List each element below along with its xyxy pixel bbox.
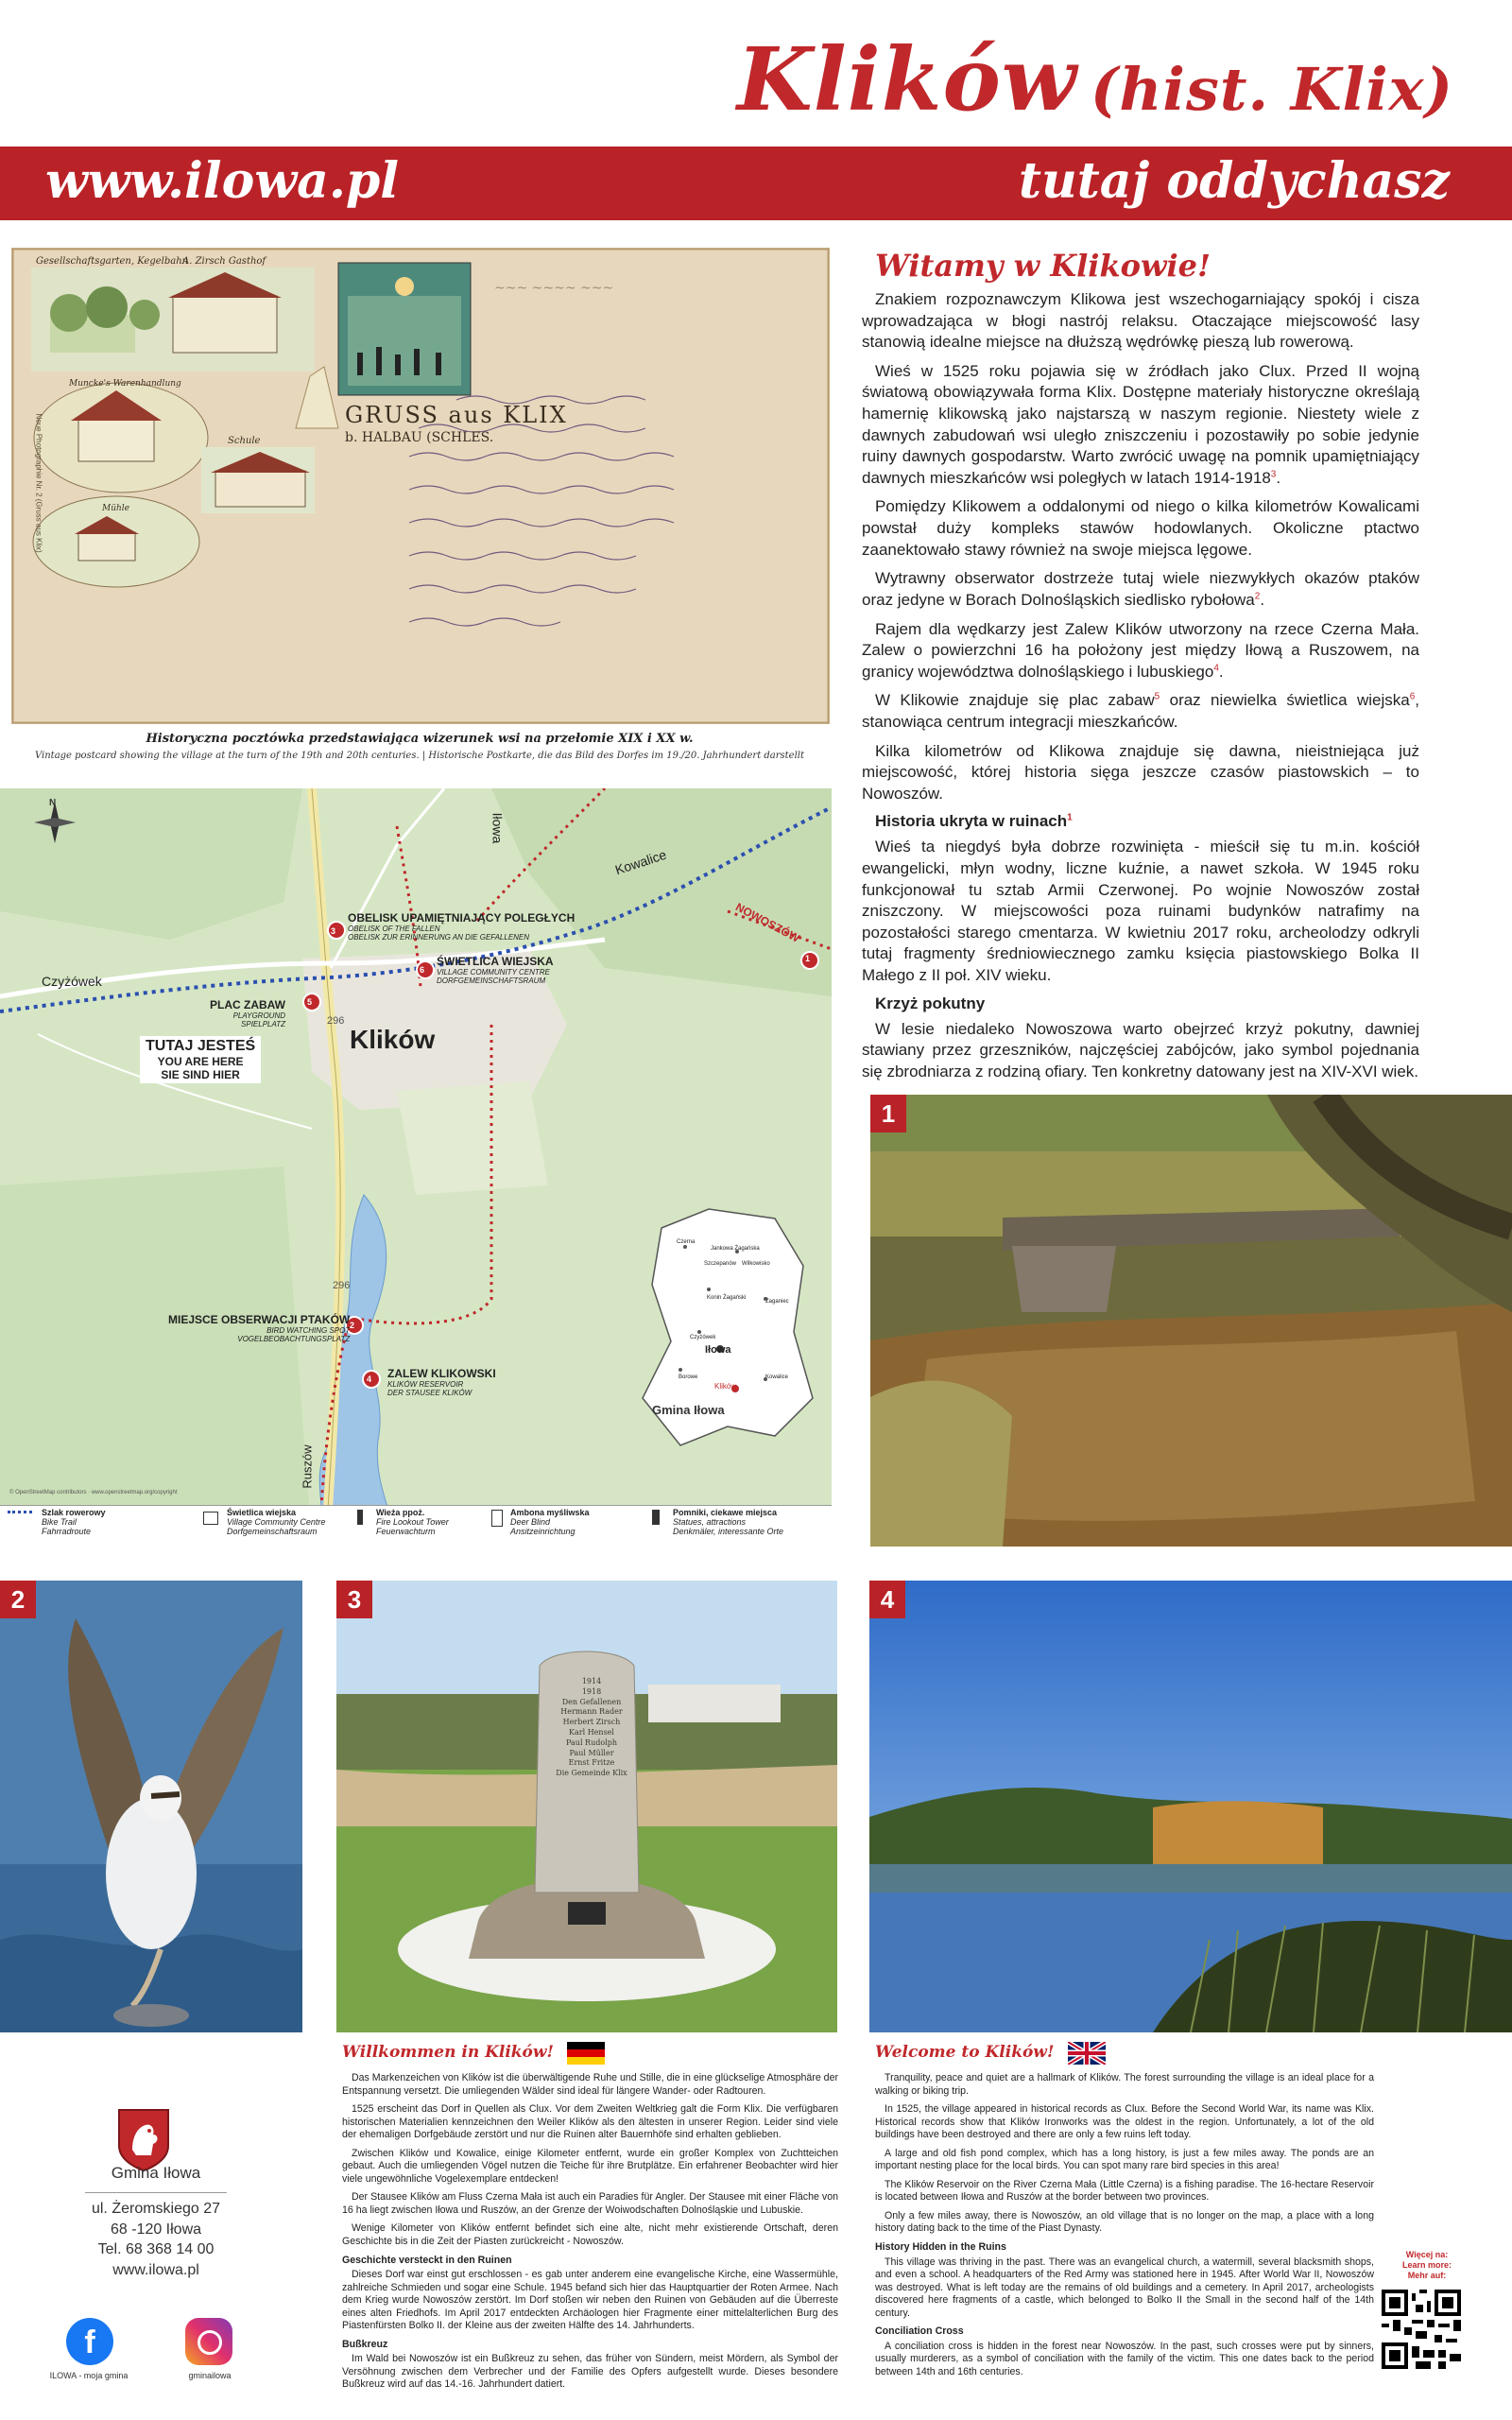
intro-paragraph — [862, 690, 1419, 733]
inscription-line: Herbert Zirsch — [562, 1718, 621, 1727]
legend-house-icon — [203, 1512, 218, 1525]
german-paragraph: 1525 erscheint das Dorf in Quellen als Clux. Vor dem Zweiten Weltkrieg galt die Form Klix. Die verfügbaren historischen Materialien kennzeichnen den Weiler Klików als den ältesten in unserer Region. Leider sind viele der ehemaligen Dorfgebäude zerstört und nur die Ruinen alter Bauernhöfe sind erhalten geblieben. — [342, 2103, 838, 2141]
german-paragraph: Im Wald bei Nowoszów ist ein Bußkreuz zu sehen, das früher von Sündern, meist Mördern, als Symbol der Versöhnung zwischen dem Verbrecher und der Familie des Opfers aufgestellt wurde. Dieses besondere Bußkreuz wird auf das 14.-16. Jahrhundert datiert. — [342, 2353, 838, 2391]
inscription-line: Paul Rudolph — [566, 1737, 617, 1747]
legend-label-en: Bike Trail — [42, 1517, 77, 1527]
site-url[interactable]: www.ilowa.pl — [45, 152, 400, 210]
inset-klikow: Klików — [714, 1382, 737, 1391]
poi-playground-en: PLAYGROUND — [232, 1011, 285, 1020]
german-heading — [342, 2042, 605, 2065]
header-banner — [0, 147, 1512, 220]
poi-bird-watching-en: BIRD WATCHING SPOT — [266, 1326, 351, 1335]
legend-label-de: Feuerwachturm — [376, 1527, 436, 1536]
photo-bridge — [870, 1095, 1512, 1547]
german-paragraph: Der Stausee Klików am Fluss Czerna Mała ist auch ein Paradies für Angler. Der Stausee mit einer Fläche von 16 ha liegt zwischen Iłowa und Ruszów, an der Grenze der Woiwodschaften Dolnośląskie und Lubuskie. — [342, 2191, 838, 2216]
obelisk-inscription — [549, 1677, 634, 1779]
legend-label-de: Dorfgemeinschaftsraum — [227, 1527, 318, 1536]
map-marker-5: 5 — [307, 997, 313, 1007]
tagline: tutaj oddychasz — [1018, 152, 1450, 210]
poi-community-centre[interactable] — [437, 955, 554, 985]
gmina-name: Gmina Iłowa — [111, 2164, 201, 2182]
inset-town: Konin Żagański — [707, 1295, 747, 1301]
map-marker-1: 1 — [805, 954, 811, 963]
intro-paragraph: Kilka kilometrów od Klikowa znajduje się dawna, nieistniejąca już miejscowość, której historia sięga jeszcze czasów piastowskich – to Nowoszów. — [862, 741, 1419, 803]
poi-playground[interactable] — [210, 998, 285, 1028]
poi-reservoir[interactable] — [387, 1367, 496, 1397]
map-legend — [0, 1505, 832, 1540]
intro-paragraph: Znakiem rozpoznawczym Klikowa jest wszechogarniający spokój i cisza wprowadzająca w błogi nastrój relaksu. Otaczające miejscowość lasy stanowią idealne miejsce na dłuższą wędrówkę pieszą lub rowerową. — [862, 290, 1419, 352]
map-label-czyzowek: Czyżówek — [42, 974, 102, 989]
english-subheading: History Hidden in the Ruins — [875, 2241, 1006, 2254]
map-label-ruszow: Ruszów — [300, 1444, 315, 1489]
contact-web[interactable]: www.ilowa.pl — [112, 2261, 199, 2278]
poi-obelisk[interactable] — [348, 911, 575, 942]
inscription-line: Karl Hensel — [569, 1727, 614, 1737]
photo-osprey-image — [0, 1581, 302, 2032]
poi-obelisk-en: OBELISK OF THE FALLEN — [348, 925, 440, 933]
english-heading — [875, 2042, 1106, 2065]
you-are-here-de: SIE SIND HIER — [161, 1068, 240, 1081]
legend-item — [42, 1508, 106, 1536]
map-copyright: © OpenStreetMap contributors · www.openstreetmap.org/copyright — [9, 1490, 178, 1495]
poi-bird-watching[interactable] — [168, 1313, 350, 1343]
footnote-ref: 4 — [1213, 663, 1219, 674]
title-main: Klików — [736, 28, 1078, 130]
german-paragraph: Wenige Kilometer von Klików entfernt befindet sich eine alte, nicht mehr existierende Ortschaft, deren Geschichte bis in die Zeit der Piasten zurückreicht - Nowoszów. — [342, 2222, 838, 2248]
legend-item — [673, 1508, 783, 1536]
section-heading: Krzyż pokutny — [875, 994, 986, 1012]
you-are-here-pl: TUTAJ JESTEŚ — [146, 1038, 256, 1054]
postcard-label-gasthof: Gesellschaftsgarten, Kegelbahn — [36, 256, 189, 267]
legend-tower-icon — [357, 1510, 363, 1525]
road-number: 296 — [327, 1015, 345, 1027]
flag-germany-icon — [567, 2042, 605, 2065]
intro-polish — [862, 248, 1419, 1091]
divider — [85, 2192, 227, 2193]
poi-obelisk-de: OBELISK ZUR ERINNERUNG AN DIE GEFALLENEN — [348, 933, 530, 942]
inscription-line: Die Gemeinde Klix — [556, 1769, 627, 1778]
english-heading-text: Welcome to Klików! — [875, 2043, 1055, 2063]
photo-lake-image — [869, 1581, 1512, 2032]
postcard-caption-translation: Vintage postcard showing the village at the turn of the 19th and 20th centuries. | Historische Postkarte, die das Bild des Dorfes im 19./20. Jahrhundert darstellt — [34, 751, 805, 761]
photo-number: 1 — [870, 1095, 906, 1132]
svg-text:~~~ ~~~~ ~~~: ~~~ ~~~~ ~~~ — [494, 281, 614, 296]
german-subheading: Geschichte versteckt in den Ruinen — [342, 2254, 512, 2266]
road-number: 296 — [333, 1280, 351, 1291]
poi-reservoir-de: DER STAUSEE KLIKÓW — [387, 1389, 472, 1397]
inset-gmina: Gmina Iłowa — [652, 1403, 725, 1417]
english-paragraph: In 1525, the village appeared in historical records as Clux. Before the Second World War, its name was Klix. Historical records show that Klików Ironworks was the oldest in the region. Unfortunately, a lot of the old buildings have been destroyed and there are only a few ruins left today. — [875, 2103, 1374, 2141]
qr-code[interactable] — [1382, 2290, 1461, 2369]
german-paragraph: Zwischen Klików und Kowalice, einige Kilometer entfernt, wurde ein großer Komplex von Zuchtteichen gebaut. Auch die umliegenden Vögel nutzen die Teiche für ihre Brutplätze. Ein erfahrener Beobachter wird hier viele ungewöhnliche Vogelexemplare entdecken! — [342, 2147, 838, 2185]
legend-item — [376, 1508, 449, 1536]
legend-monument-icon — [652, 1510, 660, 1525]
inset-town: Czerna — [677, 1239, 696, 1245]
inset-town: Żaganiec — [765, 1299, 789, 1305]
photo-number: 3 — [336, 1581, 372, 1618]
legend-label-de: Ansitzeinrichtung — [510, 1527, 576, 1536]
postcard-side-text: Neue Photographie Nr. 2 (Gruss aus Klix) — [34, 413, 43, 553]
inset-town: Borowe — [679, 1374, 698, 1380]
facebook-label: ILOWA - moja gmina — [49, 2371, 129, 2380]
german-paragraph: Das Markenzeichen von Klików ist die überwältigende Ruhe und Stille, die in eine glückselige Atmosphäre der Entspannung versetzt. Die umliegenden Wälder sind ideal für längere Wander- oder Radtouren. — [342, 2072, 838, 2097]
inscription-line: Paul Müller — [569, 1748, 614, 1757]
intro-text: , stanowiąca centrum integracji mieszkańców. — [862, 691, 1420, 731]
inset-town: Czyżówek — [690, 1335, 716, 1340]
english-paragraph: Tranquility, peace and quiet are a hallmark of Klików. The forest surrounding the village is an ideal place for a walking or biking trip. — [875, 2072, 1374, 2097]
intro-text: Rajem dla wędkarzy jest Zalew Klików utworzony na rzece Czerna Mała. Zalew o powierzchni 16 ha położony jest między Iłową a Ruszowem, na granicy województwa dolnośląskiego i lubuskiego — [862, 619, 1419, 681]
intro-paragraph: Rajem dla wędkarzy jest Zalew Klików utworzony na rzece Czerna Mała. Zalew o powierzchni 16 ha położony jest między Iłową a Ruszowem, na granicy województwa dolnośląskiego i lubuskiego$^4$. — [862, 619, 1419, 681]
map-marker-4: 4 — [367, 1374, 372, 1384]
poi-community-centre-de: DORFGEMEINSCHAFTSRAUM — [437, 977, 546, 985]
contact-postal: 68 -120 Iłowa — [110, 2221, 202, 2238]
footnote-ref: 1 — [1067, 812, 1073, 823]
english-paragraph: The Klików Reservoir on the River Czerna Mała (Little Czerna) is a fishing paradise. The 16-hectare Reservoir is located between Iłowa and Ruszów at the border between two provinces. — [875, 2178, 1374, 2204]
english-subheading: Conciliation Cross — [875, 2325, 964, 2338]
postcard-label-halbau: b. HALBAU (SCHLES. — [345, 430, 494, 445]
legend-label-de: Denkmäler, interessante Orte — [673, 1527, 784, 1536]
poi-bird-watching-pl: MIEJSCE OBSERWACJI PTAKÓW — [168, 1313, 351, 1326]
you-are-here — [140, 1036, 261, 1083]
poi-community-centre-pl: ŚWIETLICA WIEJSKA — [437, 955, 554, 968]
inscription-line: Ernst Fritze — [568, 1758, 615, 1768]
english-text — [875, 2072, 1374, 2384]
map-marker-6: 6 — [420, 965, 425, 975]
inset-town: Jankowa Żagańska — [711, 1246, 760, 1252]
legend-bike-icon — [8, 1511, 32, 1513]
legend-label: Wieża ppoż. — [376, 1508, 425, 1517]
inset-town: Wilkowisko — [742, 1261, 770, 1267]
intro-text: Wieś w 1525 roku pojawia się w źródłach jako Clux. Przed II wojną światową obowiązywała forma Klix. Dostępne materiały historyczne określają hamernię klikowską jako najstarszą w naszym regionie. Niestety wiele z dawnych zabudowań wsi uległo zniszczeniu i pozostawiły po sobie jedynie ruiny dawnych gospodarstw. Warto zwrócić uwagę na pomnik upamiętniający dawnych mieszkańców wsi poległych w latach 1914-1918 — [862, 361, 1419, 487]
inscription-line: Hermann Rader — [560, 1707, 623, 1717]
map-village-name: Klików — [350, 1025, 436, 1054]
photo-osprey — [0, 1581, 302, 2032]
legend-label: Szlak rowerowy — [42, 1508, 106, 1517]
contact-street: ul. Żeromskiego 27 — [91, 2200, 221, 2217]
inset-town: Kowalice — [765, 1374, 789, 1380]
photo-obelisk — [336, 1581, 837, 2032]
postcard-label-muhle: Mühle — [102, 504, 130, 513]
legend-item — [227, 1508, 325, 1536]
poi-reservoir-en: KLIKÓW RESERVOIR — [387, 1380, 464, 1389]
inscription-line: Den Gefallenen — [561, 1697, 622, 1706]
you-are-here-en: YOU ARE HERE — [157, 1055, 244, 1068]
legend-label-en: Village Community Centre — [227, 1517, 326, 1527]
intro-paragraph: Wieś ta niegdyś była dobrze rozwinięta - mieścił się tu m.in. kościół ewangelicki, młyn wodny, liczne kuźnie, a nawet szkoła. W 1945 roku funkcjonował tu sztab Armii Czerwonej. Po wojnie Nowoszów został zniszczony. W miejscowości poza ruinami budynków natrafimy na pozostałości starego cmentarza. W kwietniu 2017 roku, archeolodzy odkryli tutaj fragmenty średniowiecznego zamku księcia piastowskiego Bolka II Małego z II poł. XIV wieku. — [862, 838, 1419, 985]
legend-item — [510, 1508, 590, 1536]
german-text — [342, 2072, 838, 2397]
page-title — [737, 28, 1453, 130]
footnote-ref: 3 — [1270, 469, 1277, 480]
poi-reservoir-pl: ZALEW KLIKOWSKI — [387, 1367, 496, 1380]
instagram-icon[interactable] — [185, 2318, 232, 2365]
poi-playground-pl: PLAC ZABAW — [210, 998, 285, 1011]
map-drawing — [0, 788, 832, 1540]
map-marker-2: 2 — [350, 1321, 355, 1330]
english-paragraph: This village was thriving in the past. There was an evangelical church, a watermill, several blacksmith shops, and even a school. A headquarters of the Red Army was stationed here in 1945. After World War II, Nowoszów was destroyed. What is left today are the remains of old buildings and a cemetery. In April 2017, archeologists discovered here fragments of a castle, which belonged to Bolko II the Small in the second half of the 14th century. — [875, 2256, 1374, 2319]
qr-code-icon — [1382, 2290, 1461, 2369]
german-paragraph: Dieses Dorf war einst gut erschlossen - es gab unter anderem eine evangelische Kirche, eine Wassermühle, zahlreiche Schmieden und sogar eine Schule. 1945 befand sich hier das Hauptquartier der Roten Armee. Nach dem Krieg wurde Nowoszów zerstört. Im Dorf stoßen wir neben den Ruinen von Gebäuden auf die Überreste eines alten Friedhofs. Im April 2017 entdeckten Archäologen hier Fragmente einer mittelalterlichen Burg des Piastenfürsten Bolko II. der Kleine aus der zweiten Hälfte des 14. Jahrhunderts. — [342, 2269, 838, 2332]
map-marker-3: 3 — [331, 926, 336, 936]
english-paragraph: A conciliation cross is hidden in the forest near Nowoszów. In the past, such crosses were put by sinners, usually murderers, as a symbol of conciliation with the family of the victim. This one dates back to the period between 14th and 16th centuries. — [875, 2340, 1374, 2377]
map-label-nowoszow: NOWOSZÓW — [733, 900, 802, 945]
postcard-caption: Historyczna pocztówka przedstawiająca wizerunek wsi na przełomie XIX i XX w. — [146, 732, 694, 746]
poi-community-centre-en: VILLAGE COMMUNITY CENTRE — [437, 968, 550, 977]
contact-block — [38, 2106, 274, 2280]
intro-text: oraz niewielka świetlica wiejska — [1160, 691, 1410, 710]
north-label: N — [49, 798, 57, 808]
footnote-ref: 6 — [1409, 691, 1416, 702]
title-sub: (hist. Klix) — [1091, 55, 1453, 124]
photo-number: 4 — [869, 1581, 905, 1618]
inset-town: Szczepanów — [704, 1261, 737, 1267]
section-heading-text: Historia ukryta w ruinach — [875, 812, 1068, 831]
legend-blind-icon — [491, 1510, 503, 1527]
poi-obelisk-pl: OBELISK UPAMIĘTNIAJĄCY POLEGŁYCH — [348, 911, 576, 925]
historic-postcard — [11, 248, 830, 724]
intro-paragraph: W lesie niedaleko Nowoszowa warto obejrzeć krzyż pokutny, dawniej stawiany przez grzeszników, najczęściej zabójców, jako symbol pojednania się zbrodniarza z rodziną ofiary. Ten konkretny datowany jest na XIV-XVI wiek. — [862, 1019, 1419, 1080]
photo-bridge-image — [870, 1095, 1512, 1547]
photo-lake — [869, 1581, 1512, 2032]
legend-label-de: Fahrradroute — [42, 1527, 92, 1536]
footnote-ref: 5 — [1154, 691, 1160, 702]
footnote-ref: 2 — [1254, 591, 1261, 602]
flag-uk-icon — [1068, 2042, 1106, 2065]
legend-label: Pomniki, ciekawe miejsca — [673, 1508, 778, 1517]
intro-heading: Witamy w Klikowie! — [875, 248, 1211, 284]
postcard-label-zirsch: A. Zirsch Gasthof — [182, 256, 266, 267]
legend-label-en: Statues, attractions — [673, 1517, 747, 1527]
map-label-kowalice: Kowalice — [612, 846, 669, 878]
intro-text: Wytrawny obserwator dostrzeże tutaj wiele niezwykłych okazów ptaków oraz jedyne w Borach Dolnośląskich siedlisko rybołowa — [862, 569, 1419, 609]
postcard-label-schule: Schule — [228, 436, 261, 446]
facebook-icon[interactable]: f — [66, 2318, 113, 2365]
photo-obelisk-image — [336, 1581, 837, 2032]
village-map[interactable] — [0, 788, 832, 1540]
legend-label-en: Fire Lookout Tower — [376, 1517, 449, 1527]
postcard-illustration — [12, 249, 829, 723]
postcard-label-handlung: Muncke's Warenhandlung — [69, 379, 181, 389]
intro-paragraph: Wieś w 1525 roku pojawia się w źródłach jako Clux. Przed II wojną światową obowiązywała forma Klix. Dostępne materiały historyczne określają hamernię klikowską jako najstarszą w naszym regionie. Niestety wiele z dawnych zabudowań wsi uległo zniszczeniu i pozostawiły po sobie jedynie ruiny dawnych gospodarstw. Warto zwrócić uwagę na pomnik upamiętniający dawnych mieszkańców wsi poległych w latach 1914-1918$^3$. — [862, 361, 1419, 487]
instagram-label: gminailowa — [188, 2371, 232, 2380]
legend-label-en: Deer Blind — [510, 1517, 551, 1527]
german-heading-text: Willkommen in Klików! — [342, 2043, 554, 2063]
inscription-line: 1914 — [581, 1677, 602, 1685]
map-label-ilowa: Iłowa — [490, 812, 506, 844]
photo-number: 2 — [0, 1581, 36, 1618]
inscription-line: 1918 — [581, 1686, 602, 1696]
intro-paragraph: Pomiędzy Klikowem a oddalonymi od niego o kilka kilometrów Kowalicami powstał duży kompleks stawów hodowlanych. Okoliczne ptactwo zaanektowało stawy również na swoje miejsca lęgowe. — [862, 497, 1419, 559]
intro-text: W Klikowie znajduje się plac zabaw — [875, 691, 1155, 710]
german-subheading: Bußkreuz — [342, 2338, 388, 2350]
postcard-label-gruss: GRUSS aus KLIX — [345, 402, 568, 428]
poi-playground-de: SPIELPLATZ — [241, 1020, 285, 1028]
english-paragraph: A large and old fish pond complex, which has a long history, is just a few miles away. The ponds are an important nesting place for the local birds. You can spot many rare bird species in this area! — [875, 2147, 1374, 2172]
english-paragraph: Only a few miles away, there is Nowoszów, an old village that is no longer on the map, a place with a long history dating back to the time of the Piast Dynasty. — [875, 2209, 1374, 2235]
contact-phone: Tel. 68 368 14 00 — [97, 2241, 215, 2258]
section-heading — [875, 812, 1419, 831]
legend-label: Świetlica wiejska — [227, 1508, 297, 1517]
intro-paragraph: Wytrawny obserwator dostrzeże tutaj wiele niezwykłych okazów ptaków oraz jedyne w Borach Dolnośląskich siedlisko rybołowa$^2$. — [862, 569, 1419, 609]
inset-ilowa: Iłowa — [705, 1344, 731, 1356]
poi-bird-watching-de: VOGELBEOBACHTUNGSPLATZ — [237, 1335, 351, 1343]
qr-label: Więcej na: Learn more: Mehr auf: — [1401, 2250, 1452, 2280]
legend-label: Ambona myśliwska — [510, 1508, 590, 1517]
